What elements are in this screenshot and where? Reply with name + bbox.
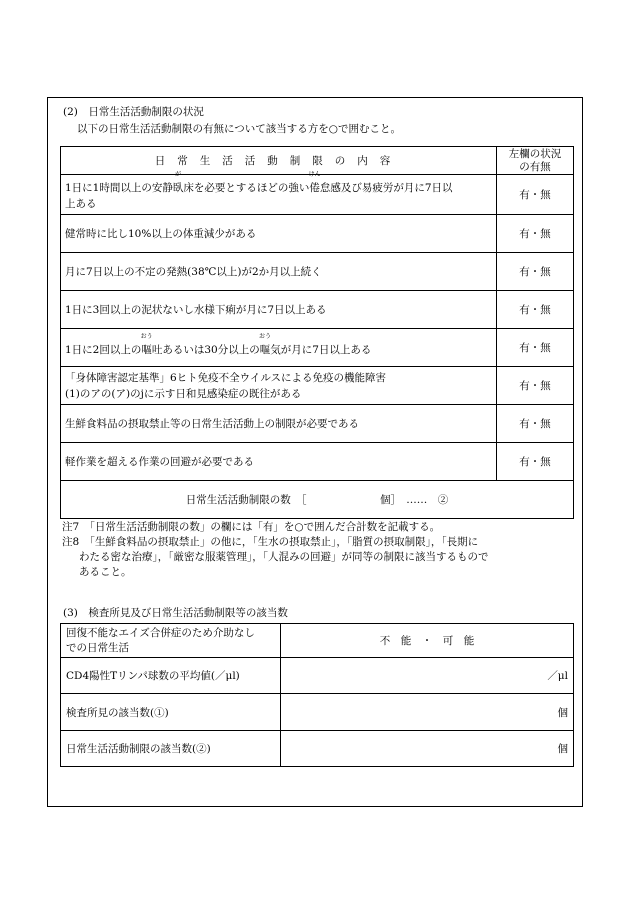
- ruby-ou-1: [140, 333, 153, 357]
- table-row: [61, 405, 574, 443]
- row6-line1: 「身体障害認定基準」6ヒト免疫不全ウイルスによる免疫の機能障害: [65, 371, 387, 384]
- table-row: [61, 658, 574, 694]
- row-content: 1日に3回以上の泥状ないし水様下痢が月に7日以上ある: [61, 291, 497, 329]
- summary-value: 不 能 ・ 可 能: [281, 624, 574, 658]
- count-row: [61, 481, 574, 519]
- row1-text-b: 床を必要とするほどの強い: [183, 182, 310, 194]
- section2-instruction: 以下の日常生活活動制限の有無について該当する方を○で囲むこと。: [77, 123, 401, 135]
- header-status-line1: 左欄の状況: [508, 147, 562, 160]
- row5-text-b: 吐あるいは30分以上の: [151, 344, 260, 356]
- ruby-ken: [308, 171, 321, 196]
- table-row: [61, 731, 574, 767]
- summary-label: [61, 624, 281, 658]
- row6-line2: (1)のアの(ア)のjに示す日和見感染症の既往がある: [65, 387, 302, 400]
- row-content: 生鮮食料品の摂取禁止等の日常生活活動上の制限が必要である: [61, 405, 497, 443]
- table-row: [61, 215, 574, 253]
- note-8-line2: わたる密な治療」，「厳密な服薬管理」，「人混みの回避」が同等の制限に該当するもので: [79, 551, 489, 563]
- ruby-ga-base: 臥: [172, 182, 184, 194]
- row1-line2: 上ある: [65, 198, 97, 210]
- note-8-line3: あること。: [79, 566, 132, 578]
- summary-table: [60, 623, 574, 767]
- row-value: 有・無: [497, 253, 574, 291]
- row-content: [61, 329, 497, 367]
- row-content: 健常時に比し10%以上の体重減少がある: [61, 215, 497, 253]
- table-row: [61, 443, 574, 481]
- section2-heading: (2) 日常生活活動制限の状況: [63, 106, 204, 118]
- row5-text-a: 1日に2回以上の: [65, 344, 142, 356]
- summary-value: 個: [281, 694, 574, 731]
- row-content: [61, 367, 497, 405]
- row-value: 有・無: [497, 329, 574, 367]
- ruby-ou-2: [258, 333, 272, 357]
- ruby-ga-reading: が: [175, 171, 182, 178]
- note-8-line1: 注8 「生鮮食料品の摂取禁止」の他に，「生水の摂取禁止」，「脂質の摂取制限」，「長期に: [62, 536, 479, 548]
- summary-label-line2: での日常生活: [66, 641, 129, 654]
- summary-label: 検査所見の該当数(①): [61, 694, 281, 731]
- header-status: [497, 147, 574, 175]
- summary-label-line1: 回復不能なエイズ合併症のため介助なし: [66, 626, 255, 639]
- row-value: 有・無: [497, 367, 574, 405]
- table-row: [61, 694, 574, 731]
- row-content: 軽作業を超える作業の回避が必要である: [61, 443, 497, 481]
- row-value: 有・無: [497, 291, 574, 329]
- ruby-ou-2-reading: おう: [258, 333, 272, 340]
- table-row: [61, 291, 574, 329]
- table-row: [61, 367, 574, 405]
- count-row-text: 日常生活活動制限の数 ［ 個］ …… ②: [61, 481, 574, 519]
- ruby-ou-1-reading: おう: [140, 333, 153, 340]
- summary-label: 日常生活活動制限の該当数(②): [61, 731, 281, 767]
- row-content: [61, 171, 497, 215]
- row1-text-c: 怠感及び易疲労が月に7日以: [319, 182, 453, 194]
- ruby-ken-base: 倦: [309, 182, 320, 194]
- row5-text-c: 気が月に7日以上ある: [270, 344, 372, 356]
- table-row: [61, 329, 574, 367]
- row1-text-a: 1日に1時間以上の安静: [65, 182, 173, 194]
- note-7: 注7 「日常生活活動制限の数」の欄には「有」を○で囲んだ合計数を記載する。: [62, 521, 441, 533]
- ruby-ou-1-base: 嘔: [141, 344, 152, 356]
- ruby-ken-reading: けん: [308, 171, 321, 178]
- row-content: 月に7日以上の不定の発熱(38℃以上)が2か月以上続く: [61, 253, 497, 291]
- table-row: [61, 624, 574, 658]
- row-value: 有・無: [497, 175, 574, 215]
- summary-value: 個: [281, 731, 574, 767]
- header-content: 日常生活活動制限の内容: [61, 147, 497, 175]
- ruby-ou-2-base: 嘔: [259, 344, 271, 356]
- header-status-line2: の有無: [519, 160, 551, 173]
- summary-value: ／μl: [281, 658, 574, 694]
- section3-heading: (3) 検査所見及び日常生活活動制限等の該当数: [63, 607, 288, 619]
- row-value: 有・無: [497, 443, 574, 481]
- restriction-table: [60, 146, 574, 519]
- table-row: [61, 253, 574, 291]
- row-value: 有・無: [497, 405, 574, 443]
- row-value: 有・無: [497, 215, 574, 253]
- summary-label: CD4陽性Tリンパ球数の平均値(／μl): [61, 658, 281, 694]
- table-row: [61, 175, 574, 215]
- ruby-ga: [172, 171, 184, 196]
